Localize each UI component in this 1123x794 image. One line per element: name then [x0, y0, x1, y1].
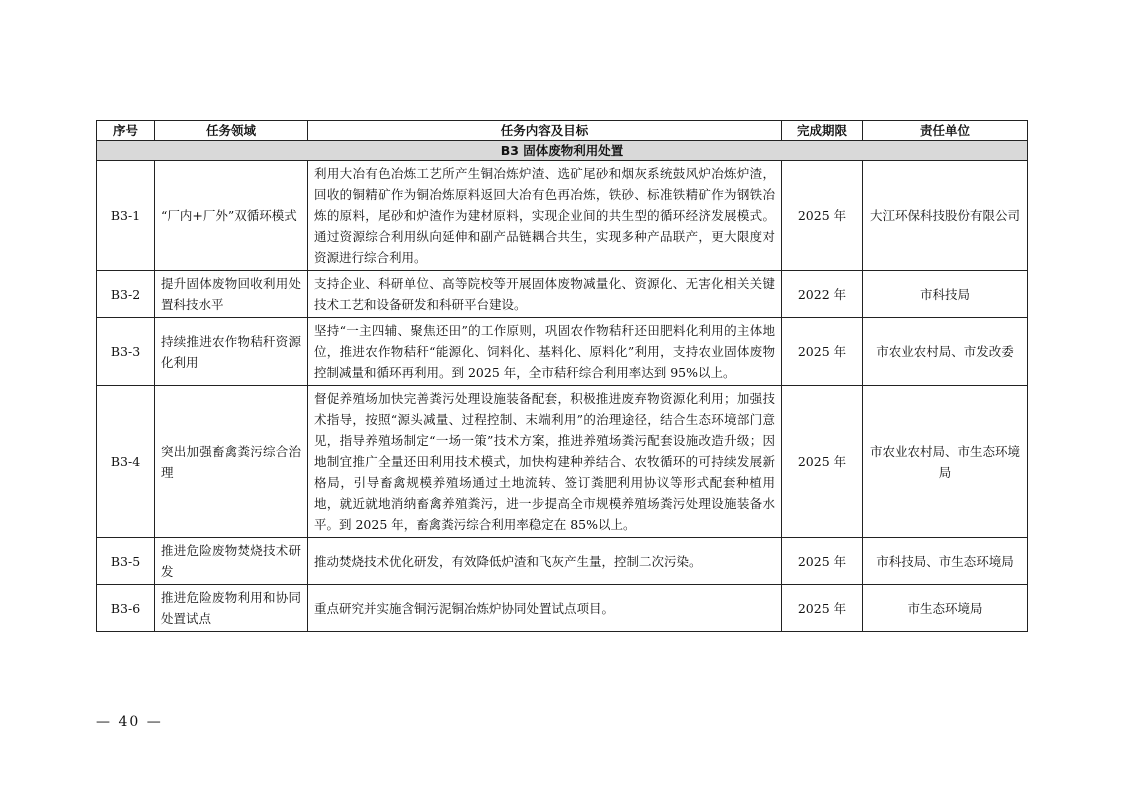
section-title: B3 固体废物利用处置 [97, 141, 1028, 161]
row-period: 2025 年 [782, 585, 863, 632]
page-number: — 40 — [96, 714, 163, 730]
row-owner: 市科技局、市生态环境局 [863, 538, 1028, 585]
row-id: B3-2 [97, 271, 155, 318]
row-owner: 市生态环境局 [863, 585, 1028, 632]
table-row [97, 161, 1028, 271]
table-row [97, 318, 1028, 386]
row-id: B3-4 [97, 386, 155, 538]
task-table [96, 120, 1028, 632]
row-id: B3-6 [97, 585, 155, 632]
row-content: 推动焚烧技术优化研发，有效降低炉渣和飞灰产生量，控制二次污染。 [308, 538, 782, 585]
row-area: 推进危险废物焚烧技术研发 [155, 538, 308, 585]
row-owner: 市科技局 [863, 271, 1028, 318]
row-content: 利用大冶有色冶炼工艺所产生铜冶炼炉渣、选矿尾砂和烟灰系统鼓风炉冶炼炉渣，回收的铜精矿作为铜冶炼原料返回大冶有色再冶炼，铁砂、标准铁精矿作为钢铁冶炼的原料，尾砂和炉渣作为建材原料，实现企业间的共生型的循环经济发展模式。通过资源综合利用纵向延伸和副产品链耦合共生，实现多种产品联产，更大限度对资源进行综合利用。 [308, 161, 782, 271]
row-id: B3-3 [97, 318, 155, 386]
row-period: 2025 年 [782, 386, 863, 538]
row-period: 2025 年 [782, 538, 863, 585]
row-content: 坚持“一主四辅、聚焦还田”的工作原则，巩固农作物秸秆还田肥料化利用的主体地位，推进农作物秸秆“能源化、饲料化、基料化、原料化”利用，支持农业固体废物控制减量和循环再利用。到 2025 年，全市秸秆综合利用率达到 95%以上。 [308, 318, 782, 386]
row-area: 推进危险废物利用和协同处置试点 [155, 585, 308, 632]
row-area: 突出加强畜禽粪污综合治理 [155, 386, 308, 538]
table-row [97, 585, 1028, 632]
table-row [97, 386, 1028, 538]
row-owner: 大江环保科技股份有限公司 [863, 161, 1028, 271]
row-area: “厂内+厂外”双循环模式 [155, 161, 308, 271]
header-period: 完成期限 [782, 121, 863, 141]
row-area: 持续推进农作物秸秆资源化利用 [155, 318, 308, 386]
header-id: 序号 [97, 121, 155, 141]
row-owner: 市农业农村局、市发改委 [863, 318, 1028, 386]
header-owner: 责任单位 [863, 121, 1028, 141]
header-area: 任务领域 [155, 121, 308, 141]
row-id: B3-1 [97, 161, 155, 271]
header-content: 任务内容及目标 [308, 121, 782, 141]
row-period: 2025 年 [782, 161, 863, 271]
table-header-row [97, 121, 1028, 141]
row-id: B3-5 [97, 538, 155, 585]
section-row [97, 141, 1028, 161]
row-area: 提升固体废物回收利用处置科技水平 [155, 271, 308, 318]
row-content: 督促养殖场加快完善粪污处理设施装备配套，积极推进废弃物资源化利用；加强技术指导，按照“源头减量、过程控制、末端利用”的治理途径，结合生态环境部门意见，指导养殖场制定“一场一策”技术方案，推进养殖场粪污配套设施改造升级；因地制宜推广全量还田利用技术模式，加快构建种养结合、农牧循环的可持续发展新格局，引导畜禽规模养殖场通过土地流转、签订粪肥利用协议等形式配套种植用地，就近就地消纳畜禽养殖粪污，进一步提高全市规模养殖场粪污处理设施装备水平。到 2025 年，畜禽粪污综合利用率稳定在 85%以上。 [308, 386, 782, 538]
row-content: 重点研究并实施含铜污泥铜冶炼炉协同处置试点项目。 [308, 585, 782, 632]
row-owner: 市农业农村局、市生态环境局 [863, 386, 1028, 538]
row-period: 2025 年 [782, 318, 863, 386]
row-period: 2022 年 [782, 271, 863, 318]
table-row [97, 271, 1028, 318]
row-content: 支持企业、科研单位、高等院校等开展固体废物减量化、资源化、无害化相关关键技术工艺和设备研发和科研平台建设。 [308, 271, 782, 318]
table-row [97, 538, 1028, 585]
